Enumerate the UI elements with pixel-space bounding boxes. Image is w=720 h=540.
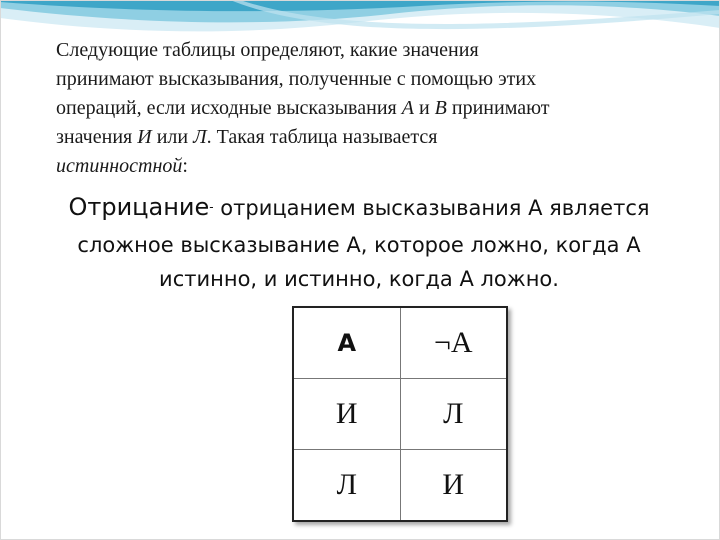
header-cell-not-a: ¬A <box>400 307 507 379</box>
table-cell: Л <box>400 379 507 450</box>
intro-text: . Такая таблица называется <box>206 126 438 148</box>
intro-term: истинностной <box>56 155 183 177</box>
table-header-row <box>293 307 507 379</box>
intro-text: принимают <box>446 97 550 119</box>
intro-text: или <box>151 126 194 148</box>
intro-text: значения <box>56 126 138 148</box>
truth-table <box>292 306 508 522</box>
variable-b: B <box>434 97 447 119</box>
intro-text: и <box>413 97 435 119</box>
header-cell-a: A <box>293 307 400 379</box>
negation-definition <box>36 190 682 296</box>
intro-paragraph <box>56 36 676 181</box>
intro-line-5 <box>56 152 676 181</box>
definition-text: отрицанием высказывания А является сложное высказывание А, которое ложно, когда А истинно, и истинно, когда А ложно. <box>77 196 650 291</box>
intro-line-1: Следующие таблицы определяют, какие значения <box>56 39 479 61</box>
table-cell: И <box>400 449 507 521</box>
value-true: И <box>137 126 152 148</box>
intro-line-2: принимают высказывания, полученные с помощью этих <box>56 68 537 90</box>
table-cell: Л <box>293 449 400 521</box>
intro-line-3 <box>56 94 676 123</box>
table-row <box>293 449 507 521</box>
definition-dash: - <box>209 200 214 214</box>
variable-a: A <box>401 97 414 119</box>
intro-text: операций, если исходные высказывания <box>56 97 402 119</box>
intro-line-4 <box>56 123 676 152</box>
table-row <box>293 379 507 450</box>
value-false: Л <box>193 126 207 148</box>
intro-text: : <box>182 155 188 177</box>
table-cell: И <box>293 379 400 450</box>
definition-term: Отрицание <box>68 193 210 221</box>
